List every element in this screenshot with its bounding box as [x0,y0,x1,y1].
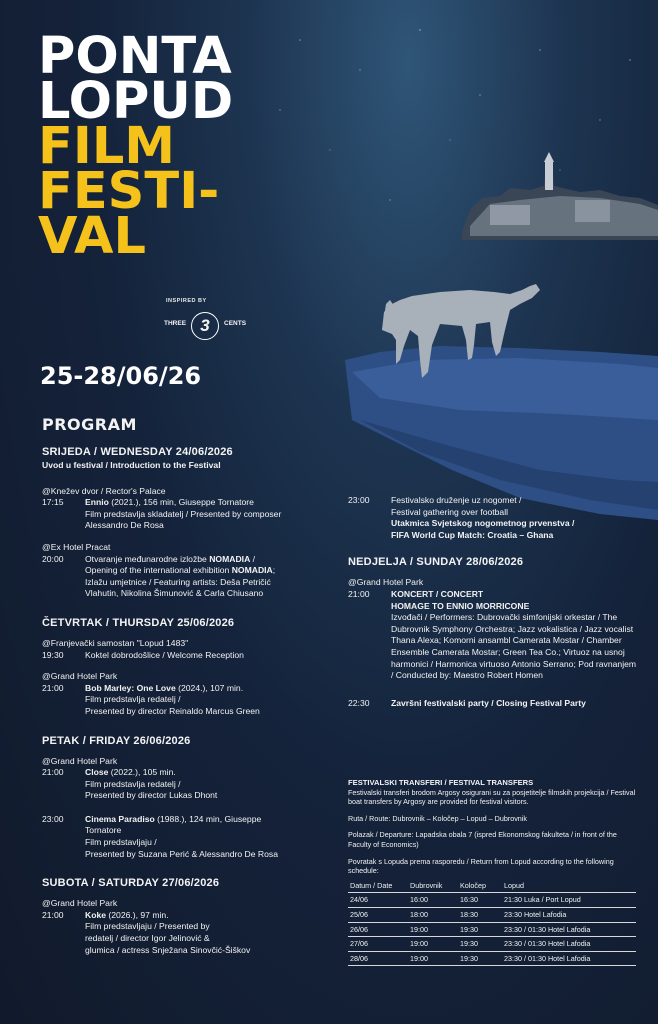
event-time: 20:00 [42,553,64,564]
event-football-gathering [348,495,640,541]
festival-title [38,27,234,266]
table-cell: 24/06 [348,893,408,908]
table-cell: 28/06 [348,951,408,966]
concert-performers: Izvođači / Performers: Dubrovački simfonijski orkestar / The Dubrovnik Symphony Orchestra; Jazz vokalistica / Jazz vocalist Thana Alexa; Komorni ansambl Camerata Mostar / Chamber Ensemble Camerata Mostar; Green Tea Co.; Virtuoz na usnoj harmonici / Harmonica virtuoso Antonio Serrano; Pod ravnanjem / Conducted by: Maestro Robert Homen [391,612,637,681]
film-title-close: Close [85,767,109,778]
table-cell: 19:00 [408,937,458,952]
logo-three-text: THREE [164,320,187,327]
venue-rectors-palace: @Knežev dvor / Rector's Palace [42,485,166,496]
event-welcome-reception [42,650,337,662]
wednesday-subtitle: Uvod u festival / Introduction to the Festival [42,460,221,470]
event-time: 23:00 [42,813,64,824]
table-cell: 23:30 / 01:30 Hotel Lafodia [502,951,636,966]
event-cinema-paradiso [42,814,337,860]
event-presenter: Film predstavljaju / [85,837,157,848]
concert-title: HOMAGE TO ENNIO MORRICONE [391,600,530,611]
table-cell: 16:30 [458,893,502,908]
film-details: (2021.), 156 min, Giuseppe Tornatore [108,497,254,508]
logo-circle-3: 3 [191,312,219,340]
event-time: 21:00 [348,588,370,599]
event-presenter-name: Presented by director Lukas Dhont [85,790,218,801]
concert-label: KONCERT / CONCERT [391,588,484,599]
transfer-schedule-table [348,880,636,967]
table-cell: 18:30 [458,907,502,922]
film-details: (2022.), 105 min. [108,767,176,778]
event-presenter-name: Presented by director Reinaldo Marcus Green [85,705,260,716]
venue-grand-hotel-park: @Grand Hotel Park [348,577,424,588]
festival-transfers-section [348,778,638,966]
film-details: (1988.), 124 min, Giuseppe [154,813,262,824]
table-cell: 27/06 [348,937,408,952]
event-time: 17:15 [42,497,64,508]
event-presenter: Film predstavlja redatelj / [85,778,181,789]
film-title-ennio: Ennio [85,497,109,508]
event-text: Otvaranje međunarodne izložbe [85,553,210,564]
event-text: Koktel dobrodošlice / Welcome Reception [85,649,244,660]
table-cell: 19:00 [408,951,458,966]
transfers-intro: Festivalski transferi brodom Argosy osigurani su za posjetitelje filmskih projekcija / Festival boat transfers by Argosy are provided for festival visitors. [348,787,636,807]
day-thursday: ČETVRTAK / THURSDAY 25/06/2026 [42,616,235,629]
transfers-heading: FESTIVALSKI TRANSFERI / FESTIVAL TRANSFERS [348,778,534,787]
table-row [348,907,636,922]
event-presenter-name: redatelj / director Igor Jelinović & [85,933,210,944]
table-row [348,893,636,908]
table-row [348,922,636,937]
table-cell: 18:00 [408,907,458,922]
match-teams: FIFA World Cup Match: Croatia – Ghana [391,529,554,540]
program-left-column [42,445,337,956]
table-cell: 25/06 [348,907,408,922]
table-row [348,937,636,952]
event-presenter-name: Alessandro De Rosa [85,520,164,531]
event-ennio [42,497,337,532]
table-cell: 26/06 [348,922,408,937]
film-title-cinema-paradiso: Cinema Paradiso [85,813,155,824]
three-cents-logo [164,312,248,342]
event-closing-party [348,698,640,710]
event-time: 19:30 [42,649,64,660]
event-time: 21:00 [42,909,64,920]
table-cell: 19:30 [458,922,502,937]
table-row [348,951,636,966]
title-line-lopud: LOPUD [38,72,234,131]
table-cell: 23:30 Hotel Lafodia [502,907,636,922]
program-right-column [348,495,640,709]
event-artists: Izlažu umjetnice / Featuring artists: Deša Petričić [85,576,271,587]
festival-dates: 25-28/06/26 [40,362,202,390]
transfers-route: Ruta / Route: Dubrovnik – Koločep – Lopud – Dubrovnik [348,813,527,823]
table-cell: 23:30 / 01:30 Hotel Lafodia [502,937,636,952]
event-presenter: Film predstavlja skladatelj / Presented by composer [85,508,282,519]
inspired-by-label: INSPIRED BY [166,298,207,304]
day-sunday: NEDJELJA / SUNDAY 28/06/2026 [348,556,524,569]
event-presenter: Film predstavljaju / Presented by [85,921,210,932]
venue-grand-hotel-park: @Grand Hotel Park [42,898,118,909]
logo-cents-text: CENTS [224,320,247,327]
event-text: / [250,553,256,564]
film-details: (2026.), 97 min. [106,909,169,920]
event-presenter-name: Presented by Suzana Perić & Alessandro De Rosa [85,848,278,859]
column-header: Koločep [458,880,502,893]
column-header: Lopud [502,880,636,893]
transfers-return: Povratak s Lopuda prema rasporedu / Return from Lopud according to the following schedule: [348,856,614,876]
event-text: Opening of the international exhibition [85,565,232,576]
table-cell: 16:00 [408,893,458,908]
film-details: (2024.), 107 min. [175,682,244,693]
match-title: Utakmica Svjetskog nogometnog prvenstva / [391,518,575,529]
event-presenter: Film predstavlja redatelj / [85,694,181,705]
event-morricone-concert [348,589,640,682]
event-presenter-name: glumica / actress Snježana Sinovčić-Šiškov [85,944,251,955]
title-line-ponta: PONTA [38,27,232,86]
event-text: Festivalsko druženje uz nogomet / [391,495,522,505]
film-title-koke: Koke [85,909,107,920]
event-time: 21:00 [42,767,64,778]
venue-franciscan-monastery: @Franjevački samostan "Lopud 1483" [42,637,189,648]
table-header-row [348,880,636,893]
event-time: 23:00 [348,495,370,505]
event-time: 22:30 [348,697,370,708]
event-text: Završni festivalski party / Closing Festival Party [391,697,586,708]
film-director: Tornatore [85,825,122,836]
table-cell: 19:00 [408,922,458,937]
event-nomadia-exhibition [42,554,337,600]
table-cell: 23:30 / 01:30 Hotel Lafodia [502,922,636,937]
stars [279,29,631,201]
stone-wall [345,346,658,520]
venue-grand-hotel-park: @Grand Hotel Park [42,671,118,682]
day-saturday: SUBOTA / SATURDAY 27/06/2026 [42,877,220,890]
title-line-val: VAL [38,207,146,266]
transfers-departure: Polazak / Departure: Lapadska obala 7 (ispred Ekonomskog fakulteta / in front of the Faculty of Economics) [348,830,617,849]
venue-grand-hotel-park: @Grand Hotel Park [42,755,118,766]
event-artists-names: Vlahutin, Nikolina Šimunović & Carla Chiusano [85,588,264,599]
event-text: Festival gathering over football [391,506,509,517]
program-heading: PROGRAM [42,415,137,434]
day-wednesday: SRIJEDA / WEDNESDAY 24/06/2026 [42,446,233,458]
column-header: Datum / Date [348,880,408,893]
exhibition-name: NOMADIA [231,565,273,576]
day-friday: PETAK / FRIDAY 26/06/2026 [42,734,191,747]
event-koke [42,910,337,956]
table-cell: 21:30 Luka / Port Lopud [502,893,636,908]
title-line-film: FILM [38,117,176,176]
film-title-bob-marley: Bob Marley: One Love [85,682,176,693]
event-bob-marley [42,683,337,718]
event-text: ; [272,565,276,576]
island-silhouette [462,152,658,240]
column-header: Dubrovnik [408,880,458,893]
event-close [42,767,337,802]
title-line-festi: FESTI- [38,162,220,221]
table-cell: 19:30 [458,951,502,966]
table-cell: 19:30 [458,937,502,952]
exhibition-name: NOMADIA [209,553,251,564]
venue-ex-hotel-pracat: @Ex Hotel Pracat [42,541,111,552]
event-time: 21:00 [42,682,64,693]
